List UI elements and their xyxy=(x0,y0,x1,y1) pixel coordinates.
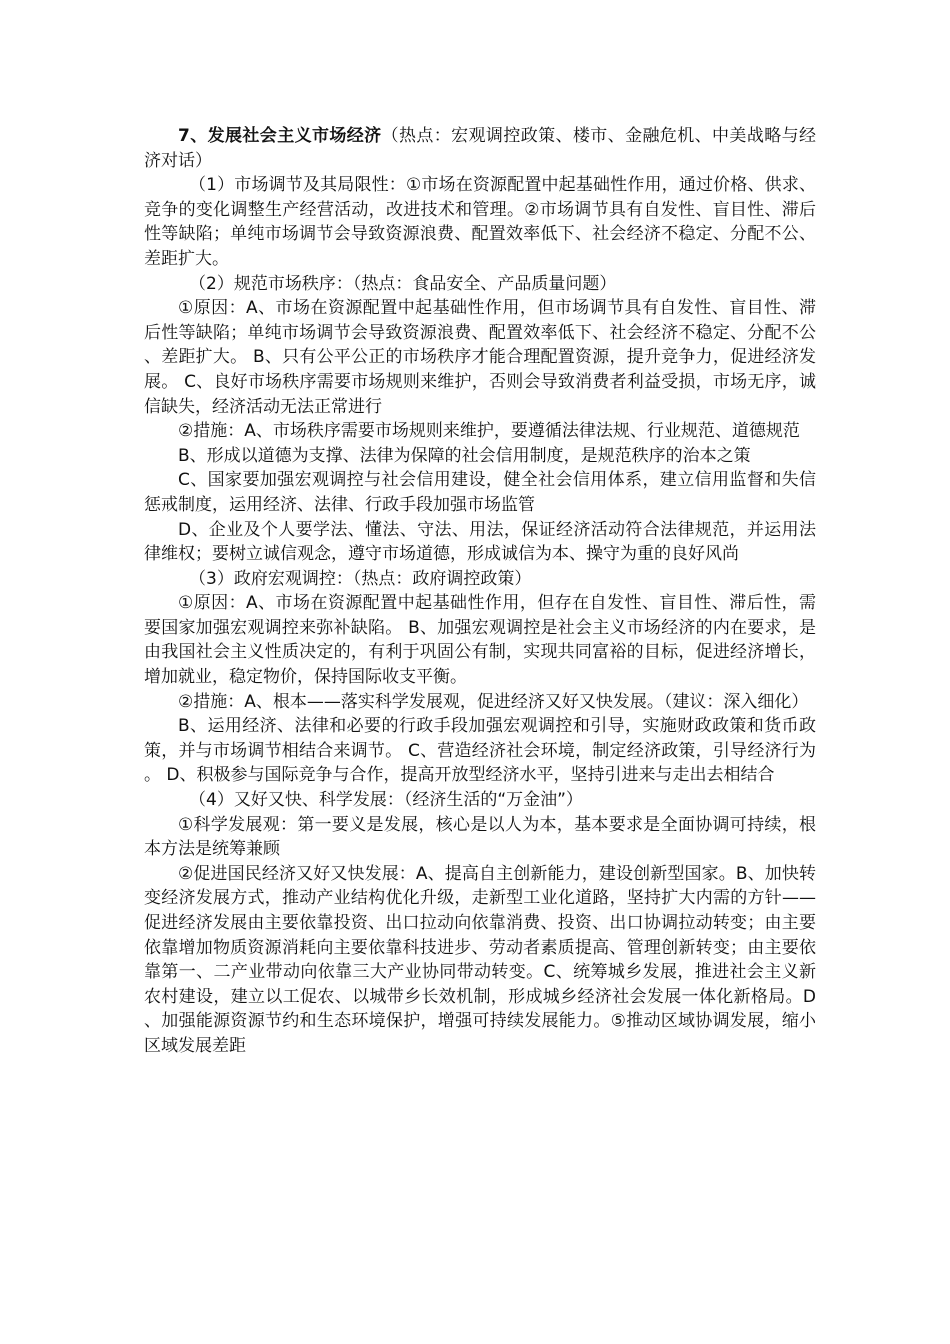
paragraph-macro-measures-a: ②措施：A、根本——落实科学发展观，促进经济又好又快发展。（建议：深入细化） xyxy=(178,691,809,712)
paragraph-order-measures-a: ②措施：A、市场秩序需要市场规则来维护，要遵循法律法规、行业规范、道德规范 xyxy=(178,421,800,442)
paragraph-macro-reasons: ①原因：A、市场在资源配置中起基础性作用，但存在自发性、盲目性、滞后性，需要国家加强宏观调控来弥补缺陷。 B、加强宏观调控是社会主义市场经济的内在要求，是由我国社会主义性质决定的，有利于巩固公有制，实现共同富裕的目标，促进经济增长，增加就业，稳定物价，保持国际收支平衡。 xyxy=(144,593,816,688)
paragraph-order-measures-b: B、形成以道德为支撑、法律为保障的社会信用制度，是规范秩序的治本之策 xyxy=(178,445,751,466)
paragraph-market-regulation: （1）市场调节及其局限性：①市场在资源配置中起基础性作用，通过价格、供求、竞争的变化调整生产经营活动，改进技术和管理。②市场调节具有自发性、盲目性、滞后性等缺陷；单纯市场调节会导致资源浪费、配置效率低下、社会经济不稳定、分配不公、差距扩大。 xyxy=(144,175,816,269)
paragraph-economic-development: ②促进国民经济又好又快发展：A、提高自主创新能力，建设创新型国家。B、加快转变经济发展方式，推动产业结构优化升级，走新型工业化道路，坚持扩大内需的方针——促进经济发展由主要依靠投资、出口拉动向依靠消费、投资、出口协调拉动转变；由主要依靠增加物质资源消耗向主要依靠科技进步、劳动者素质提高、管理创新转变；由主要依靠第一、二产业带动向依靠三大产业协同带动转变。C、统筹城乡发展，推进社会主义新农村建设，建立以工促农、以城带乡长效机制，形成城乡经济社会发展一体化新格局。D、加强能源资源节约和生态环境保护，增强可持续发展能力。⑤推动区域协调发展，缩小区域发展差距 xyxy=(144,863,816,1056)
paragraph-scientific-outlook: ①科学发展观：第一要义是发展，核心是以人为本，基本要求是全面协调可持续，根本方法是统筹兼顾 xyxy=(144,814,816,860)
paragraph-order-reasons: ①原因：A、市场在资源配置中起基础性作用，但市场调节具有自发性、盲目性、滞后性等缺陷；单纯市场调节会导致资源浪费、配置效率低下、社会经济不稳定、分配不公、差距扩大。 B、只有公平公正的市场秩序才能合理配置资源，提升竞争力，促进经济发展。 C、良好市场秩序需要市场规则来维护，否则会导致消费者利益受损，市场无序，诚信缺失，经济活动无法正常进行 xyxy=(144,298,816,417)
section-title: 7、发展社会主义市场经济 xyxy=(178,126,382,146)
document-page xyxy=(144,124,816,1059)
paragraph-order-measures-d: D、企业及个人要学法、懂法、守法、用法，保证经济活动符合法律规范，并运用法律维权；要树立诚信观念，遵守市场道德，形成诚信为本、操守为重的良好风尚 xyxy=(144,519,816,565)
section-hot-topics: （热点：宏观调控政策、楼市、金融危机、中美战略与经济对话） xyxy=(144,126,817,171)
paragraph-order-measures-c: C、国家要加强宏观调控与社会信用建设，健全社会信用体系，建立信用监督和失信惩戒制度，运用经济、法律、行政手段加强市场监管 xyxy=(144,470,816,515)
subheading-market-order: （2）规范市场秩序：（热点：食品安全、产品质量问题） xyxy=(189,273,617,294)
paragraph-macro-measures-bcd: B、运用经济、法律和必要的行政手段加强宏观调控和引导，实施财政政策和货币政策，并与市场调节相结合来调节。 C、营造经济社会环境，制定经济政策，引导经济行为。 D、积极参与国际竞争与合作，提高开放型经济水平，坚持引进来与走出去相结合 xyxy=(144,716,816,786)
section-heading xyxy=(144,124,816,173)
subheading-scientific-development: （4）又好又快、科学发展：（经济生活的“万金油”） xyxy=(189,790,583,811)
subheading-macro-control: （3）政府宏观调控：（热点：政府调控政策） xyxy=(189,568,532,589)
